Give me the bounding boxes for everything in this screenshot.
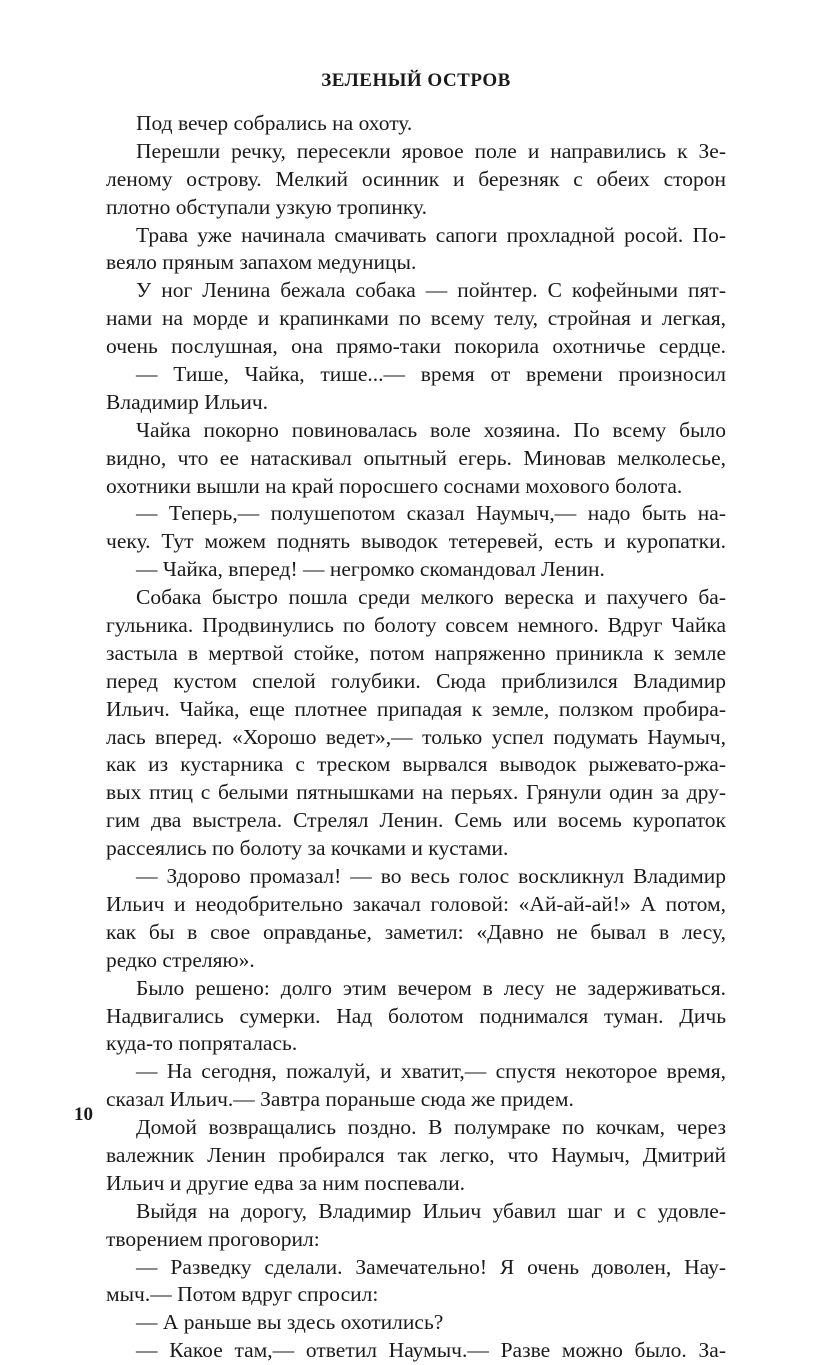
page-content (106, 68, 726, 1365)
text-line: нами на морде и крапинками по всему телу, стройная и легкая, (106, 306, 726, 331)
text-line: творением проговорил: (106, 1226, 320, 1251)
text-line: веяло пряным запахом медуницы. (106, 250, 417, 275)
text-line: Владимир Ильич. (106, 389, 269, 414)
page-number: 10 (74, 1104, 93, 1125)
text-line: — Тише, Чайка, тише...— время от времени произносил (136, 362, 726, 387)
text-line: Надвигались сумерки. Над болотом поднимался туман. Дичь (106, 1003, 726, 1028)
text-line: Ильич и неодобрительно закачал головой: «Ай-ай-ай!» А потом, (106, 891, 726, 916)
text-line: видно, что ее натаскивал опытный егерь. Миновав мелколесье, (106, 445, 726, 470)
text-line: куда-то попряталась. (106, 1031, 298, 1056)
text-line: — На сегодня, пожалуй, и хватит,— спустя некоторое время, (136, 1059, 726, 1084)
text-line: Домой возвращались поздно. В полумраке по кочкам, через (136, 1115, 726, 1140)
text-line: Перешли речку, пересекли яровое поле и направились к Зе- (136, 138, 726, 163)
text-line: сказал Ильич.— Завтра пораньше сюда же придем. (106, 1087, 574, 1112)
text-line: лась вперед. «Хорошо ведет»,— только успел подумать Наумыч, (106, 724, 726, 749)
text-line: — А раньше вы здесь охотились? (136, 1310, 444, 1335)
text-line: — Здорово промазал! — во весь голос воскликнул Владимир (136, 864, 726, 889)
text-line: — Разведку сделали. Замечательно! Я очень доволен, Нау- (136, 1254, 726, 1279)
text-line: валежник Ленин пробирался так легко, что Наумыч, Дмитрий (106, 1142, 726, 1167)
text-line: чеку. Тут можем поднять выводок тетеревей, есть и куропатки. (106, 529, 726, 554)
text-line: гульника. Продвинулись по болоту совсем немного. Вдруг Чайка (106, 613, 726, 638)
text-line: очень послушная, она прямо-таки покорила охотничье сердце. (106, 334, 726, 359)
chapter-title: ЗЕЛЕНЫЙ ОСТРОВ (321, 70, 511, 91)
text-line: гим два выстрела. Стрелял Ленин. Семь или восемь куропаток (106, 808, 726, 833)
text-line: вых птиц с белыми пятнышками на перьях. Грянули один за дру- (106, 780, 726, 805)
text-line: охотники вышли на край поросшего соснами мохового болота. (106, 473, 683, 498)
text-line: редко стреляю». (106, 947, 255, 972)
text-line: У ног Ленина бежала собака — пойнтер. С кофейными пят- (136, 278, 726, 303)
text-line: — Теперь,— полушепотом сказал Наумыч,— надо быть на- (136, 501, 726, 526)
text-line: мыч.— Потом вдруг спросил: (106, 1282, 379, 1307)
text-line: Было решено: долго этим вечером в лесу не задерживаться. (136, 975, 726, 1000)
text-line: Под вечер собрались на охоту. (136, 111, 413, 135)
text-line: леному острову. Мелкий осинник и березняк с обеих сторон (106, 166, 726, 191)
text-line: Собака быстро пошла среди мелкого вереска и пахучего ба- (136, 585, 726, 610)
text-line: Ильич. Чайка, еще плотнее припадая к земле, ползком пробира- (106, 696, 726, 721)
text-line: — Чайка, вперед! — негромко скомандовал Ленин. (136, 557, 605, 582)
text-line: рассеялись по болоту за кочками и кустами. (106, 836, 509, 861)
text-line: как бы в свое оправданье, заметил: «Давно не бывал в лесу, (106, 919, 726, 944)
text-line: Трава уже начинала смачивать сапоги прохладной росой. По- (136, 222, 726, 247)
text-line: — Какое там,— ответил Наумыч.— Разве можно было. За- (136, 1338, 726, 1363)
text-line: плотно обступали узкую тропинку. (106, 194, 428, 219)
text-line: застыла в мертвой стойке, потом напряженно приникла к земле (106, 640, 726, 665)
text-line: Выйдя на дорогу, Владимир Ильич убавил шаг и с удовле- (136, 1198, 726, 1223)
text-line: Ильич и другие едва за ним поспевали. (106, 1170, 466, 1195)
text-line: Чайка покорно повиновалась воле хозяина. По всему было (136, 417, 726, 442)
body-text (106, 110, 726, 1365)
text-line: перед кустом спелой голубики. Сюда приблизился Владимир (106, 668, 726, 693)
text-line: как из кустарника с треском вырвался выводок рыжевато-ржа- (106, 752, 726, 777)
